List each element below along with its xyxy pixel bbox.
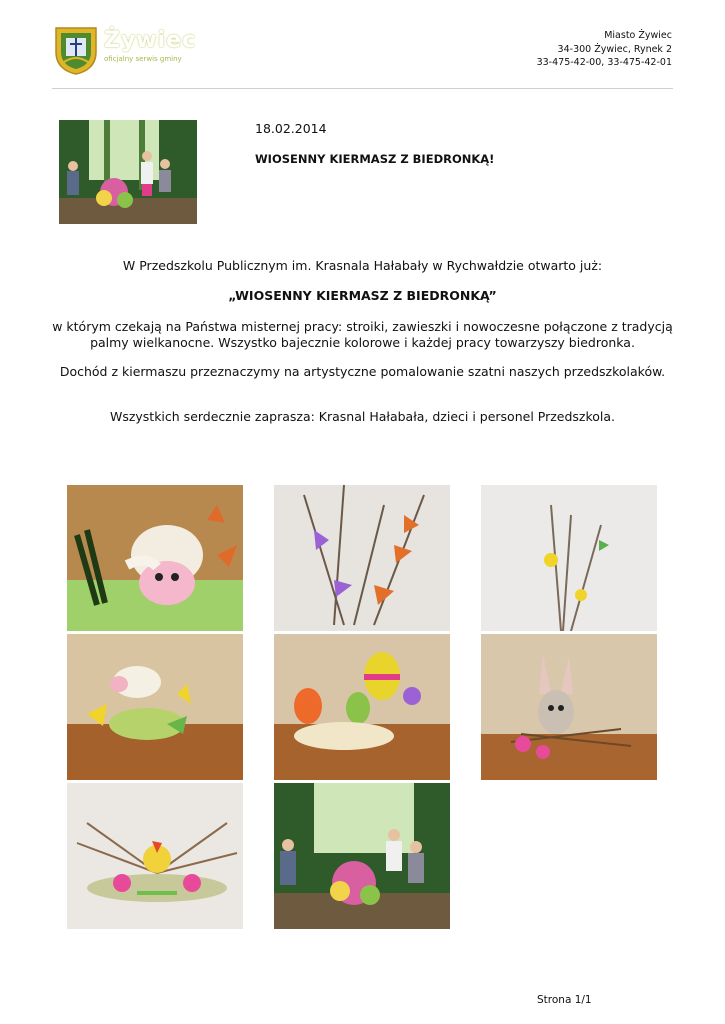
- gallery-photo-sheep-flowers[interactable]: [67, 634, 243, 780]
- coat-of-arms-logo[interactable]: [52, 24, 100, 76]
- hero-photo-children-at-fair[interactable]: [59, 120, 197, 224]
- gallery-photo-branches-ribbons[interactable]: [274, 485, 450, 631]
- gallery-photo-easter-eggs[interactable]: [274, 634, 450, 780]
- gallery-photo-children-with-palms[interactable]: [274, 783, 450, 929]
- income-paragraph: Dochód z kiermaszu przeznaczymy na artystyczne pomalowanie szatni naszych przedszkolaków.: [59, 364, 666, 379]
- site-brand[interactable]: [104, 28, 196, 63]
- page-number: Strona 1/1: [537, 994, 592, 1006]
- site-subtitle: oficjalny serwis gminy: [104, 55, 182, 63]
- gallery-photo-chick-nest[interactable]: [67, 783, 243, 929]
- invite-paragraph: Wszystkich serdecznie zaprasza: Krasnal Hałabała, dzieci i personel Przedszkola.: [109, 409, 616, 424]
- post-title: WIOSENNY KIERMASZ Z BIEDRONKĄ!: [255, 152, 495, 166]
- headline-quote: „WIOSENNY KIERMASZ Z BIEDRONKĄ”: [228, 288, 497, 303]
- intro-paragraph: W Przedszkolu Publicznym im. Krasnala Hałabały w Rychwałdzie otwarto już:: [122, 258, 603, 273]
- gallery-photo-bunny-decoration[interactable]: [481, 634, 657, 780]
- site-name: Żywiec: [104, 28, 197, 53]
- gallery-photo-lamb-decoration[interactable]: [67, 485, 243, 631]
- post-date: 18.02.2014: [255, 121, 327, 136]
- contact-phones: 33-475-42-00, 33-475-42-01: [536, 57, 672, 68]
- gallery-photo-branch-flowers[interactable]: [481, 485, 657, 631]
- header-divider: [52, 88, 673, 89]
- contact-name: Miasto Żywiec: [604, 30, 672, 41]
- contact-address: 34-300 Żywiec, Rynek 2: [557, 43, 672, 55]
- details-paragraph: w którym czekają na Państwa misternej pracy: stroiki, zawieszki i nowoczesne połączone z tradycją palmy wielkanocne. Wszystko bajecznie kolorowe i każdej pracy towarzyszy biedronka.: [52, 319, 673, 350]
- contact-block: [537, 29, 672, 70]
